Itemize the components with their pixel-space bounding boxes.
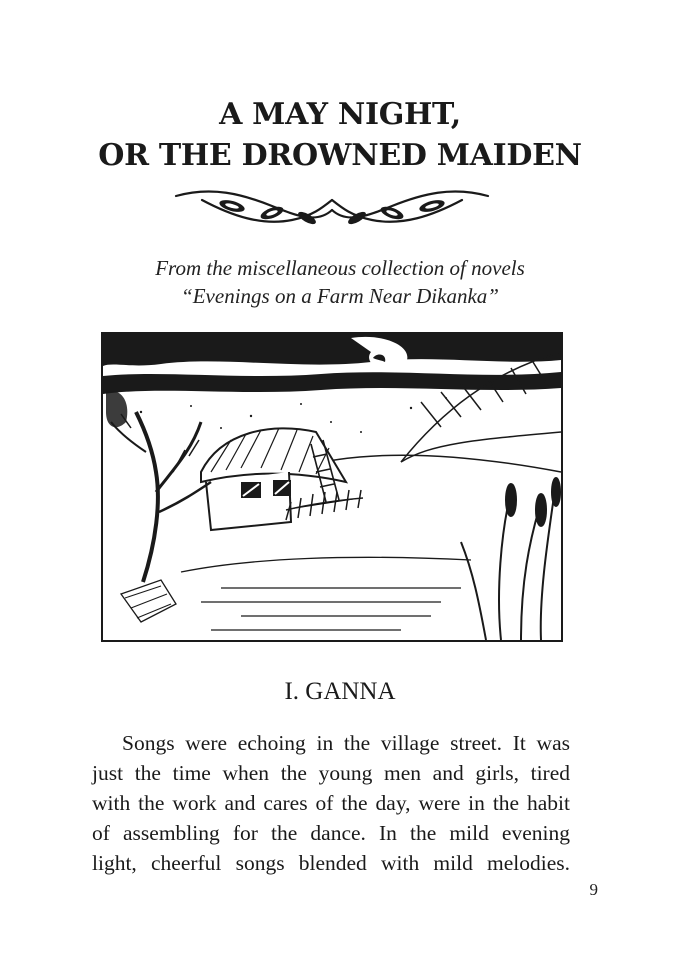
body-line: light, cheerful songs blended with mild melodies. — [92, 851, 570, 875]
village-hut-illustration — [101, 332, 563, 642]
subtitle-line-1: From the miscellaneous collection of novels — [155, 256, 525, 280]
body-line: with the work and cares of the day, were in the habit — [92, 791, 570, 815]
body-line: just the time when the young men and girls, tired — [92, 761, 570, 785]
body-line: Songs were echoing in the village street. It was — [122, 731, 570, 755]
body-line: of assembling for the dance. In the mild evening — [92, 821, 570, 845]
decorative-flourish-ornament — [172, 186, 492, 232]
section-heading: I. GANNA — [284, 678, 396, 705]
subtitle-line-2: “Evenings on a Farm Near Dikanka” — [181, 284, 499, 308]
page-number: 9 — [589, 880, 598, 899]
body-paragraph — [92, 728, 570, 878]
chapter-title-line-2: OR THE DROWNED MAIDEN — [98, 138, 582, 173]
chapter-title-line-1: A MAY NIGHT, — [219, 97, 461, 132]
